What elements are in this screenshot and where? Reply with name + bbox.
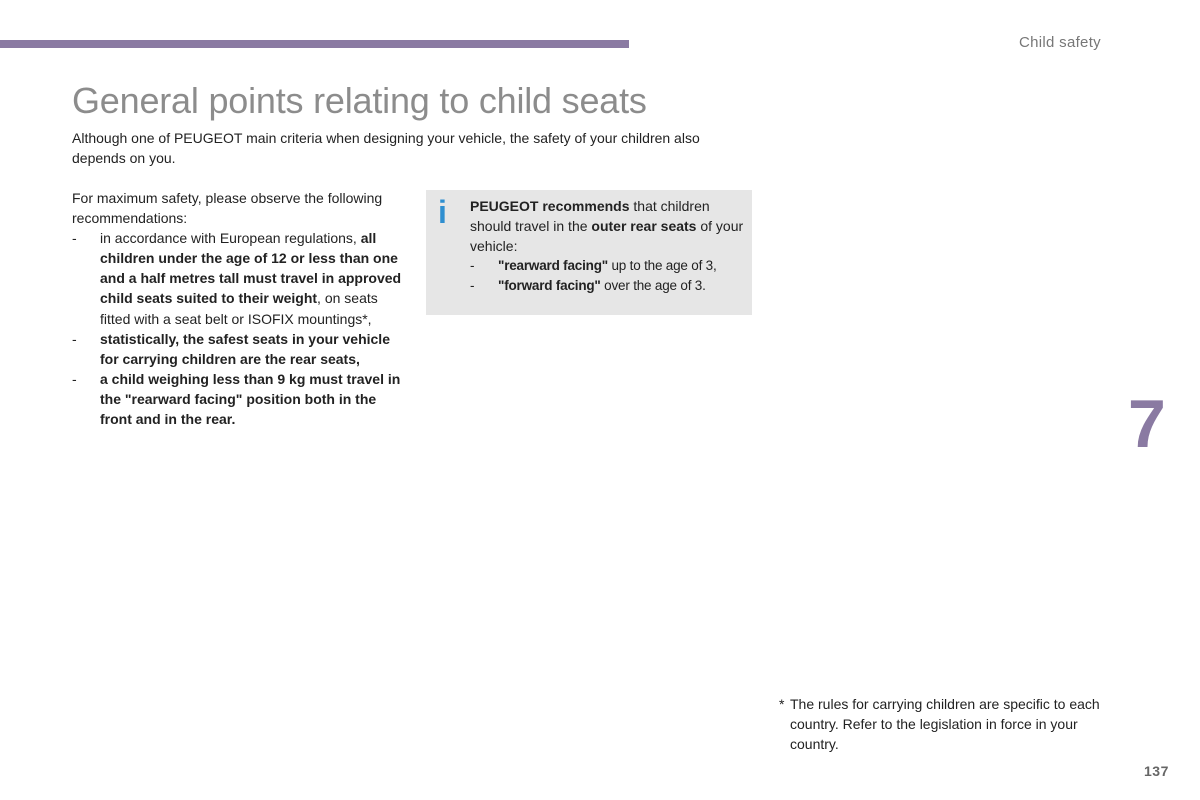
list-item xyxy=(72,369,402,429)
list-item-bold: a child weighing less than 9 kg must travel in the "rearward facing" position both in the front and in the rear. xyxy=(100,370,401,428)
list-dash: - xyxy=(72,370,77,387)
list-item-bold: "forward facing" xyxy=(498,278,601,294)
recommendations-lead: For maximum safety, please observe the following recommendations: xyxy=(72,190,383,227)
info-text xyxy=(470,196,746,296)
age-list xyxy=(470,256,746,296)
list-item xyxy=(72,228,402,328)
info-paragraph xyxy=(470,196,746,256)
list-dash: - xyxy=(72,230,77,247)
info-bold: outer rear seats xyxy=(591,218,697,235)
list-item xyxy=(470,256,746,276)
list-item-text: , on seats fitted with a seat belt or ISOFIX mountings*, xyxy=(100,290,378,327)
info-text-span: that children should travel in the xyxy=(470,198,710,235)
footnote-marker: * xyxy=(779,696,785,712)
page-title: General points relating to child seats xyxy=(72,80,647,121)
list-item-bold: "rearward facing" xyxy=(498,258,608,274)
list-item-text: in accordance with European regulations, xyxy=(100,230,361,247)
list-dash: - xyxy=(72,330,77,347)
header-accent-bar xyxy=(0,40,629,48)
list-item-bold: all children under the age of 12 or less than one and a half metres tall must travel in approved child seats suited to their weight xyxy=(100,230,402,307)
recommendations-list xyxy=(72,228,402,429)
list-item-bold: statistically, the safest seats in your vehicle for carrying children are the rear seats, xyxy=(100,330,390,367)
list-item-text: up to the age of 3, xyxy=(607,258,717,274)
list-item xyxy=(72,329,402,369)
footnote-text: The rules for carrying children are specific to each country. Refer to the legislation in force in your country. xyxy=(790,696,1100,753)
list-dash: - xyxy=(470,258,475,274)
info-box xyxy=(426,190,752,315)
chapter-number: 7 xyxy=(1128,386,1166,462)
list-item xyxy=(470,276,746,296)
info-bold: PEUGEOT recommends xyxy=(470,198,630,214)
recommendations-column xyxy=(72,188,402,429)
intro-paragraph: Although one of PEUGEOT main criteria when designing your vehicle, the safety of your children also depends on you. xyxy=(72,130,700,166)
info-text-span: of your vehicle: xyxy=(470,218,744,255)
info-icon: i xyxy=(438,194,447,230)
list-dash: - xyxy=(470,278,475,294)
footnote xyxy=(779,694,1109,754)
section-label: Child safety xyxy=(1019,34,1101,51)
list-item-text: over the age of 3. xyxy=(600,278,706,294)
page-number: 137 xyxy=(1144,763,1169,779)
